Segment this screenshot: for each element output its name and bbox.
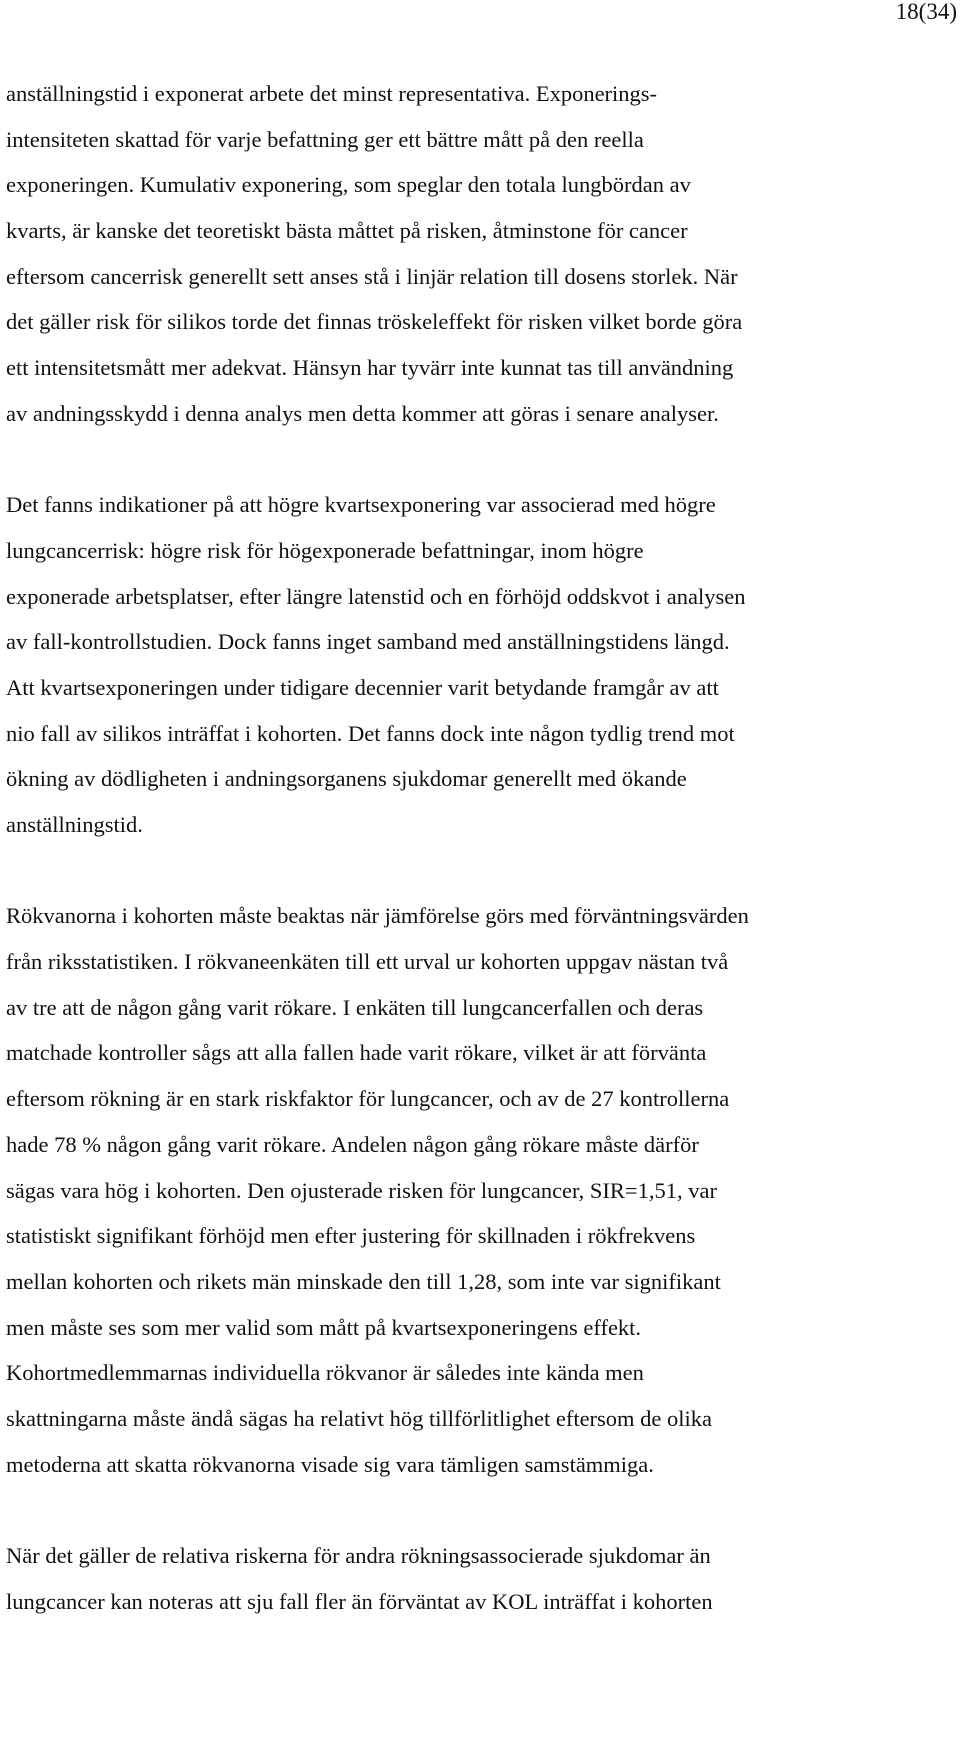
text-line: ett intensitetsmått mer adekvat. Hänsyn har tyvärr inte kunnat tas till användning	[6, 355, 734, 381]
paragraph-spacer	[6, 848, 952, 894]
paragraph-spacer	[6, 1487, 952, 1533]
text-line: anställningstid.	[6, 812, 143, 837]
text-line: sägas vara hög i kohorten. Den ojusterade risken för lungcancer, SIR=1,51, var	[6, 1177, 717, 1203]
text-line: men måste ses som mer valid som mått på kvartsexponeringens effekt.	[6, 1314, 642, 1340]
text-line: lungcancer kan noteras att sju fall fler än förväntat av KOL inträffat i kohorten	[6, 1588, 713, 1614]
text-line: av tre att de någon gång varit rökare. I enkäten till lungcancerfallen och deras	[6, 994, 704, 1020]
text-line: ökning av dödligheten i andningsorganens sjukdomar generellt med ökande	[6, 766, 687, 792]
text-line: eftersom cancerrisk generellt sett anses stå i linjär relation till dosens storlek. När	[6, 263, 738, 289]
paragraph-2	[6, 482, 952, 848]
paragraph-4	[6, 1533, 952, 1624]
text-line: Rökvanorna i kohorten måste beaktas när jämförelse görs med förväntningsvärden	[6, 903, 749, 929]
text-line: det gäller risk för silikos torde det finnas tröskeleffekt för risken vilket borde göra	[6, 309, 743, 335]
paragraph-spacer	[6, 437, 952, 483]
text-line: lungcancerrisk: högre risk för högexponerade befattningar, inom högre	[6, 537, 644, 563]
text-line: metoderna att skatta rökvanorna visade sig vara tämligen samstämmiga.	[6, 1451, 654, 1477]
text-line: från riksstatistiken. I rökvaneenkäten till ett urval ur kohorten uppgav nästan två	[6, 949, 729, 975]
paragraph-1	[6, 71, 952, 437]
text-line: hade 78 % någon gång varit rökare. Andelen någon gång rökare måste därför	[6, 1131, 699, 1157]
text-line: kvarts, är kanske det teoretiskt bästa måttet på risken, åtminstone för cancer	[6, 218, 688, 244]
text-line: Kohortmedlemmarnas individuella rökvanor är således inte kända men	[6, 1360, 644, 1386]
text-line: mellan kohorten och rikets män minskade den till 1,28, som inte var signifikant	[6, 1268, 721, 1294]
text-line: anställningstid i exponerat arbete det minst representativa. Exponerings-	[6, 81, 658, 106]
text-line: eftersom rökning är en stark riskfaktor för lungcancer, och av de 27 kontrollerna	[6, 1086, 730, 1112]
text-line: skattningarna måste ändå sägas ha relativt hög tillförlitlighet eftersom de olika	[6, 1405, 713, 1431]
text-line: intensiteten skattad för varje befattning ger ett bättre mått på den reella	[6, 126, 644, 152]
text-line: När det gäller de relativa riskerna för andra rökningsassocierade sjukdomar än	[6, 1543, 711, 1568]
page-number: 18(34)	[895, 0, 957, 24]
document-body	[6, 71, 952, 1624]
text-line: Det fanns indikationer på att högre kvartsexponering var associerad med högre	[6, 492, 716, 518]
text-line: statistiskt signifikant förhöjd men efter justering för skillnaden i rökfrekvens	[6, 1223, 696, 1249]
text-line: av fall-kontrollstudien. Dock fanns inget samband med anställningstidens längd.	[6, 629, 730, 655]
text-line: Att kvartsexponeringen under tidigare decennier varit betydande framgår av att	[6, 674, 719, 700]
paragraph-3	[6, 893, 952, 1487]
text-line: av andningsskydd i denna analys men detta kommer att göras i senare analyser.	[6, 400, 719, 426]
text-line: matchade kontroller sågs att alla fallen hade varit rökare, vilket är att förvänta	[6, 1040, 707, 1066]
text-line: exponeringen. Kumulativ exponering, som speglar den totala lungbördan av	[6, 172, 691, 198]
text-line: nio fall av silikos inträffat i kohorten. Det fanns dock inte någon tydlig trend mot	[6, 720, 735, 746]
text-line: exponerade arbetsplatser, efter längre latenstid och en förhöjd oddskvot i analysen	[6, 583, 746, 609]
